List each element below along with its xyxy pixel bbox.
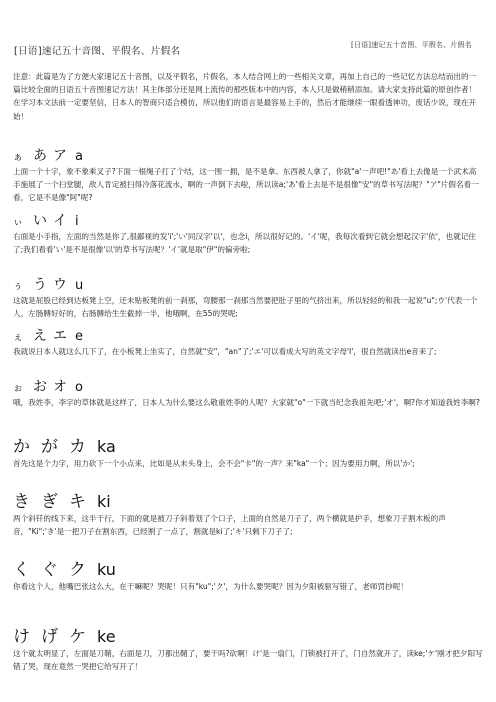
kana-heading	[13, 622, 483, 647]
romaji: u	[75, 278, 84, 293]
section-u	[13, 274, 483, 320]
hiragana: か	[13, 437, 30, 457]
katakana: ア	[53, 148, 67, 164]
section-text: 这个就太明显了，左面是刀鞘，右面是刀，刀都出鞘了，要干吗?砍啊！け'是一扇门，门锁被打开了，门自然就开了，读ke;'ケ'刚才把夕阳写错了哭，现在竟然一哭把它给写开了！	[13, 649, 483, 672]
romaji: a	[75, 149, 83, 164]
small-hiragana: ぁ	[13, 152, 23, 163]
section-ke	[13, 622, 483, 673]
section-text: 首先这是个力字，用力砍下一个小点来，比如是从未头身上，会不会"卡"的一声？来"ka"一个；因为要用力啊，所以'か';	[13, 459, 415, 468]
section-a	[13, 145, 483, 205]
romaji: ka	[97, 437, 116, 456]
hiragana: い	[33, 213, 47, 229]
section-ki	[13, 487, 483, 538]
kana-heading	[13, 145, 483, 165]
katakana: ウ	[53, 277, 67, 293]
romaji: ki	[97, 492, 111, 511]
section-text: 上面一个十字，象不象乘叉子?下面一根绳子打了个结，这一围一拥，是不是拿。东西被人拿了，你就"a'一声吧!"あ'看上去像是一个武术高手施展了一个扫堂腿，敌人肯定被扫得冷落花流水，啊的一声倒下去啦，所以读a;'あ'看上去是不是很像"安"的草书写法呢？"ア"片假名看一看，它是不是像"阿"呢?	[13, 167, 479, 203]
section-i	[13, 210, 483, 256]
section-text: 两个斜钎的线下来，这半干行，下面的就是被刀子斜着划了个口子，上面的自然是刀子了，两个横就是护手，想象刀子割木板的声音，"Ki";'き'是一把刀子在割东西，已经割了一点了，割就是ki了;'キ'只剩下刀子了;	[13, 514, 446, 537]
katakana: ケ	[69, 627, 86, 647]
romaji: i	[75, 214, 79, 229]
small-hiragana: ぉ	[13, 383, 23, 394]
voiced-hiragana: ぐ	[41, 560, 58, 580]
hiragana: あ	[33, 148, 47, 164]
hiragana: お	[33, 379, 47, 395]
kana-heading	[13, 325, 483, 345]
romaji: o	[75, 380, 83, 395]
small-hiragana: ぃ	[13, 217, 23, 228]
hiragana: う	[33, 277, 47, 293]
section-text: 哦，我姓李，李字的草体就是这样了，日本人为什么要这么敬重姓李的人呢？大家就"o"一下就当纪念我祖先吧;'オ'，啊?你才知道我姓李啊?	[13, 398, 480, 407]
voiced-hiragana: ぎ	[41, 492, 58, 512]
katakana: カ	[69, 437, 86, 457]
section-text: 这就是屁股已经到达板凳上空，还未贴板凳的前一刹那，弯腰那一刹那当然要把肚子里的气挤出来，所以轻轻的和我一起说"u";ウ'代表一个人，左肠膊好好的，右肠膊给生生截掉一半，他哦啊，在55的哭呢;	[13, 296, 478, 319]
hiragana: え	[33, 328, 47, 344]
hiragana: け	[13, 627, 30, 647]
kana-heading	[13, 487, 483, 512]
running-header: [日语]速记五十音图、平假名、片假名	[350, 41, 472, 49]
romaji: e	[75, 329, 83, 344]
kana-heading	[13, 274, 483, 294]
kana-heading	[13, 210, 483, 230]
small-hiragana: ぇ	[13, 332, 23, 343]
romaji: ku	[97, 560, 116, 579]
section-text: 我就说日本人就这么几下了，在小板凳上坐实了，自然就"安"，"an"了;'エ'可以看成大写的英文字母'I'，很自然就读出e音来了;	[13, 347, 437, 356]
katakana: エ	[53, 328, 67, 344]
section-ku	[13, 555, 483, 593]
section-text: 右面是小手指，左面的当然是你了,很鄙视的发'i';'い'同汉字'以'，也念i，所以很好记的。'イ'呢，我每次看到它就会想起汉字'依'，也就记住了;我们看看'い'是不是很像'以'的草书写法呢？'イ'就是取"伊"的偏旁啦;	[13, 232, 476, 255]
section-text: 你看这个人，他嘴巴张这么大，在干嘛呢？哭呢！只有"ku";'ク'，为什么要哭呢？因为夕阳被驱写错了，老师罚抄呢！	[13, 582, 408, 591]
kana-heading	[13, 432, 483, 457]
intro-paragraph: 注意：此篇是为了方便大家速记五十音图，以及平假名，片假名，本人结合网上的一些相关文章，再加上自己的一些记忆方法总结而出的一篇比较全面的日语五十音图速记方法！其主体部分还是网上流传的那些版本中的内容，本人只是做稍稍添加。请大家支持此篇的原创作者！在学习本文法前一定要坚信，日本人的智商只适合模仿，所以他们的语言是最容易上手的，然后才能继续一眼看透神功，废话少说，现在开始！	[13, 72, 477, 121]
document-title: [日语]速记五十音图、平假名、片假名	[14, 46, 181, 57]
hiragana: く	[13, 560, 30, 580]
katakana: イ	[53, 213, 67, 229]
section-o	[13, 376, 483, 409]
small-hiragana: ぅ	[13, 281, 23, 292]
voiced-hiragana: げ	[41, 627, 58, 647]
romaji: ke	[97, 627, 116, 646]
katakana: キ	[69, 492, 86, 512]
katakana: オ	[53, 379, 67, 395]
section-e	[13, 325, 483, 358]
section-ka	[13, 432, 483, 470]
voiced-hiragana: が	[41, 437, 58, 457]
katakana: ク	[69, 560, 86, 580]
kana-heading	[13, 376, 483, 396]
hiragana: き	[13, 492, 30, 512]
kana-heading	[13, 555, 483, 580]
